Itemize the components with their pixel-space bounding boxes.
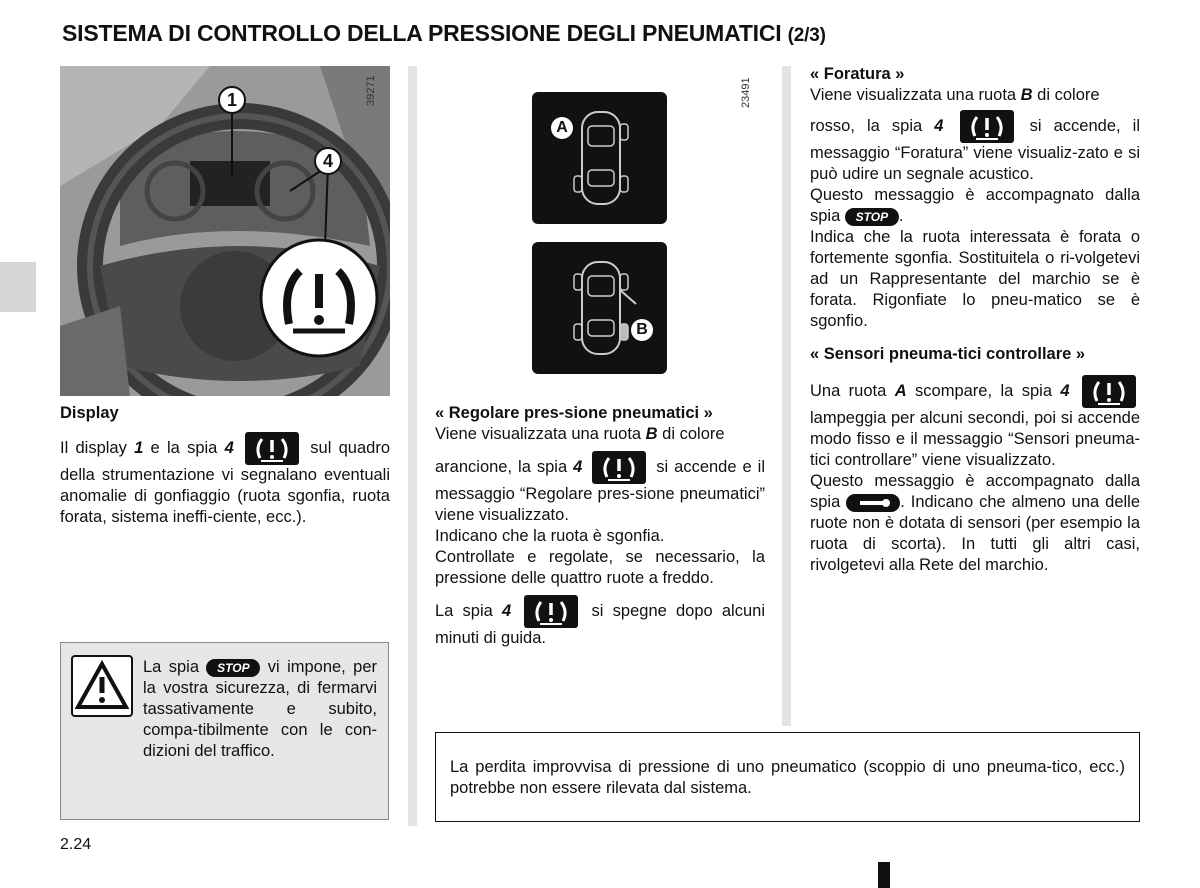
stop-lamp-icon: STOP <box>206 659 260 677</box>
page-number: 2.24 <box>60 836 92 853</box>
col2-text <box>435 424 765 649</box>
tyre-pressure-warning-icon <box>592 451 646 484</box>
heading-foratura: « Foratura » <box>810 65 905 83</box>
display-heading: Display <box>60 404 119 422</box>
col3-p1: Viene visualizzata una ruota B di colore <box>810 86 1100 104</box>
page-title-text: SISTEMA DI CONTROLLO DELLA PRESSIONE DEGLI PNEUMATICI <box>62 20 782 46</box>
info-box-text: La perdita improvvisa di pressione di uno pneumatico (scoppio di uno pneuma-tico, ecc.) potrebbe non essere rilevata dal sistema. <box>450 758 1125 797</box>
wrench-icon <box>846 494 900 512</box>
col2-p2: arancione, la spia 4 si accende e il messaggio “Regolare pres-sione pneumatici” viene visualizzato. <box>435 451 765 526</box>
car-top-view-icon <box>532 242 667 374</box>
side-tab <box>0 262 36 312</box>
dashboard-illustration <box>60 66 390 396</box>
col3-p4: Indica che la ruota interessata è forata o fortemente sgonfia. Sostituitela o ri-volgetevi ad un Rappresentante del marchio se è forata. Rigonfiate lo pneu-matico se è sgonfio. <box>810 228 1140 330</box>
col3-p5: Una ruota A scompare, la spia 4 lampeggia per alcuni secondi, poi si accende modo fisso e il messaggio “Sensori pneuma-tici controllare” viene visualizzato. <box>810 375 1140 471</box>
panel-label-a: A <box>556 119 568 136</box>
panel-label-b: B <box>636 321 648 338</box>
page-marker <box>878 862 890 888</box>
car-panel-a <box>532 92 667 224</box>
col2-p1: Viene visualizzata una ruota B di colore <box>435 425 725 443</box>
display-paragraph <box>60 432 390 528</box>
text: Il display <box>60 438 135 457</box>
page-title-part: (2/3) <box>787 25 826 46</box>
car-top-view-icon <box>532 92 667 224</box>
warning-triangle-icon <box>71 655 133 717</box>
heading-sensori: « Sensori pneuma-tici controllare » <box>810 345 1086 363</box>
heading-regolare-pressione: « Regolare pres-sione pneumatici » <box>435 404 713 422</box>
text: vi impone, per la vostra sicurezza, di fermarvi tassativamente e subito, compa-tibilmente con le con-dizioni del traffico. <box>143 658 377 760</box>
warning-box <box>60 642 389 820</box>
ref-1: 1 <box>134 438 144 457</box>
tyre-pressure-warning-icon <box>245 432 299 465</box>
dashboard-photo <box>60 66 390 396</box>
figure-code-left: 39271 <box>365 75 377 106</box>
stop-lamp-icon: STOP <box>845 208 899 226</box>
col3-p3: Questo messaggio è accompagnato dalla spia STOP . <box>810 186 1140 225</box>
car-panel-b <box>532 242 667 374</box>
col3-p2: rosso, la spia 4 si accende, il messaggio “Foratura” viene visualiz-zato e si può udire un segnale acustico. <box>810 110 1140 185</box>
col2-p4: Controllate e regolate, se necessario, la pressione delle quattro ruote a freddo. <box>435 548 765 587</box>
column-separator-1 <box>408 66 417 826</box>
callout-1: 1 <box>226 90 237 110</box>
figure-code-middle: 23491 <box>740 77 752 108</box>
tyre-pressure-warning-icon <box>960 110 1014 143</box>
col2-p3: Indicano che la ruota è sgonfia. <box>435 527 665 545</box>
page-title <box>62 20 826 47</box>
text: e la spia <box>143 438 225 457</box>
col3-p6: Questo messaggio è accompagnato dalla spia . Indicano che almeno una delle ruote non è dotata di sensori (per esempio la ruota di scorta). In tutti gli altri casi, rivolgetevi alla Rete del marchio. <box>810 472 1141 574</box>
ref-4: 4 <box>224 438 234 457</box>
text: sul quadro della strumentazione vi segnalano eventuali anomalie di gonfiaggio (ruota sgonfia, ruota forata, sistema ineffi-ciente, ecc.). <box>60 438 390 526</box>
column-separator-2 <box>782 66 791 726</box>
col3-text <box>810 85 1140 576</box>
warning-text <box>143 657 377 762</box>
tyre-pressure-warning-icon <box>524 595 578 628</box>
callout-4: 4 <box>322 151 333 171</box>
text: La spia <box>143 658 207 676</box>
tyre-pressure-warning-icon <box>1082 375 1136 408</box>
col2-p5: La spia 4 si spegne dopo alcuni minuti di guida. <box>435 595 765 649</box>
info-box <box>435 732 1140 822</box>
